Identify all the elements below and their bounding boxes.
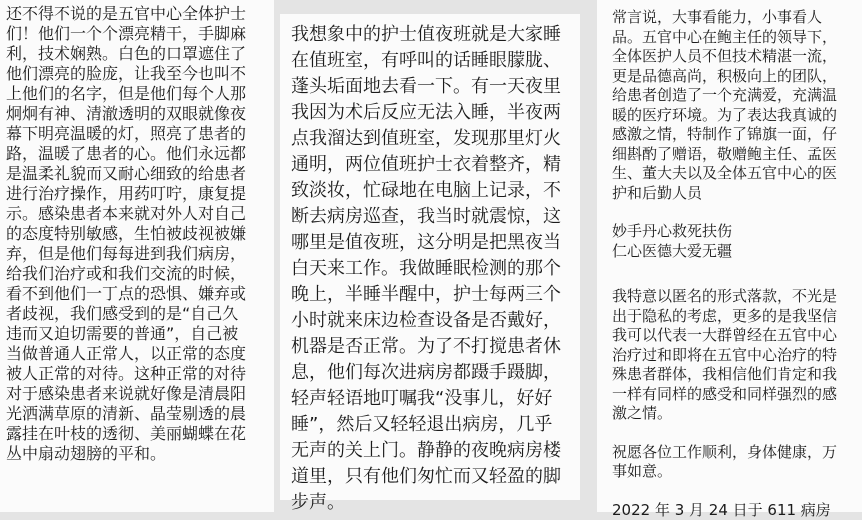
spacer — [612, 261, 860, 287]
date-signature: 2022 年 3 月 24 日于 611 病房 — [612, 501, 860, 520]
nurses-praise-paragraph: 还不得不说的是五官中心全体护士 们！他们一个个漂亮精干，手脚麻 利，技术娴熟。白色的口罩遮住了 他们漂亮的脸庞，让我至今也叫不 上他们的名字，但是他们每个人那 炯炯有神、清澈透明的双眼就像夜 幕下明亮温暖的灯，照亮了患者的 路，温暖了患者的心。他们永远都 是温柔礼貌而又耐心细致的给患者 进行治疗操作，用药叮咛，康复提 示。感染患者本来就对外人对自己 的态度特别敏感，生怕被歧视被嫌 弃，但是他们每每进到我们病房， 给我们治疗或和我们交流的时候， 看不到他们一丁点的恐惧、嫌弃或 者歧视，我们感受到的是“自己久 违而又迫切需要的普通”，自己被 当做普通人正常人，以正常的态度 被人正常的对待。这种正常的对待 对于感染患者来说就好像是清晨阳 光洒满草原的清新、晶莹剔透的晨 露挂在叶枝的透彻、美丽蝴蝶在花 丛中扇动翅膀的平和。 — [6, 4, 269, 464]
banner-motto-line-2: 仁心医德大爱无疆 — [612, 242, 860, 262]
thanks-paragraph: 常言说，大事看能力，小事看人 品。五官中心在鲍主任的领导下， 全体医护人员不但技术精湛一流， 更是品德高尚，积极向上的团队， 给患者创造了一个充满爱，充满温 暖的医疗环境。为了表达我真诚的 感激之情，特制作了锦旗一面，仔 细斟酌了赠语，敬赠鲍主任、孟医 生、董大夫以及全体五官中心的医 护和后勤人员 — [612, 8, 860, 203]
anonymous-note-paragraph: 我特意以匿名的形式落款，不光是 出于隐私的考虑，更多的是我坚信 我可以代表一大群曾经在五官中心 治疗过和即将在五官中心治疗的特 殊患者群体，我相信他们肯定和我 一样有同样的感受和同样强烈的感 激之情。 — [612, 287, 860, 424]
wishes-paragraph: 祝愿各位工作顺利，身体健康，万 事如意。 — [612, 443, 860, 482]
spacer — [612, 203, 860, 222]
spacer — [612, 424, 860, 443]
right-text-panel — [597, 0, 862, 512]
left-text-panel — [0, 0, 274, 512]
night-shift-paragraph: 我想象中的护士值夜班就是大家睡 在值班室，有呼叫的话睡眼朦胧、 蓬头垢面地去看一下。有一天夜里 我因为术后反应无法入睡，半夜两 点我溜达到值班室，发现那里灯火 通明，两位值班护士衣着整齐，精 致淡妆，忙碌地在电脑上记录，不 断去病房巡查，我当时就震惊，这 哪里是值夜班，这分明是把黑夜当 白天来工作。我做睡眠检测的那个 晚上，半睡半醒中，护士每两三个 小时就来床边检查设备是否戴好， 机器是否正常。为了不打搅患者休 息，他们每次进病房都蹑手蹑脚， 轻声轻语地叮嘱我“没事儿，好好 睡”，然后又轻轻退出病房，几乎 无声的关上门。静静的夜晚病房楼 道里，只有他们匆忙而又轻盈的脚 步声。 — [291, 22, 574, 516]
banner-motto-line-1: 妙手丹心救死扶伤 — [612, 222, 860, 242]
middle-text-panel — [280, 14, 580, 500]
spacer — [612, 482, 860, 501]
